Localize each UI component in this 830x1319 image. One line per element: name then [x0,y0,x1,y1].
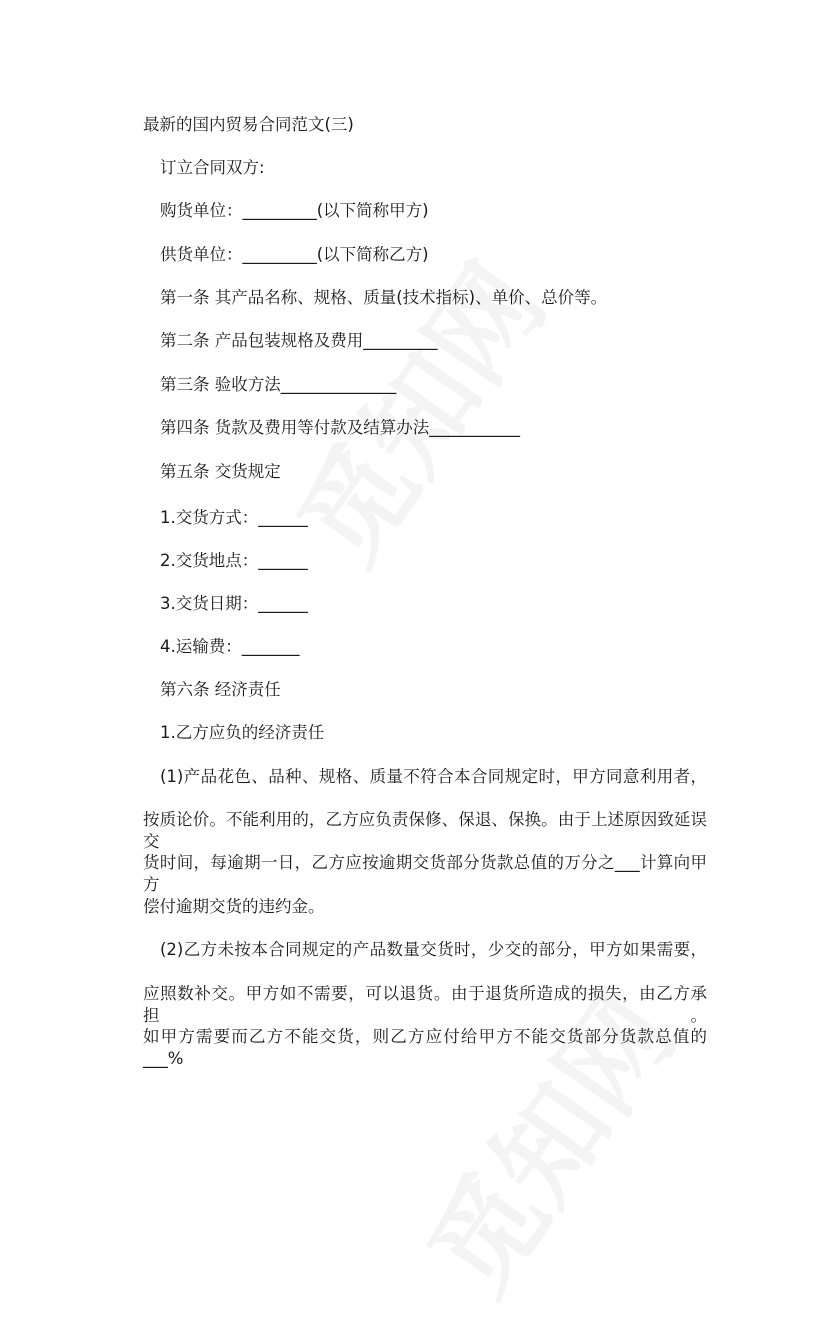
text-line: 购货单位：_________(以下简称甲方) [160,201,429,220]
text-line: 3.交货日期：______ [160,594,308,613]
text-line: 1.乙方应负的经济责任 [160,723,325,742]
text-line: 按质论价。不能利用的，乙方应负责保修、保退、保换。由于上述原因致延误交 [143,810,707,851]
text-line: 第一条 其产品名称、规格、质量(技术指标)、单价、总价等。 [160,288,608,307]
text-line: 2.交货地点：______ [160,551,308,570]
watermark [256,229,575,590]
text-line: 偿付逾期交货的违约金。 [143,897,325,916]
text-line: 第二条 产品包装规格及费用_________ [160,331,438,350]
document-title: 最新的国内贸易合同范文(三) [143,115,354,134]
text-line: 第六条 经济责任 [160,680,281,699]
text-line: (1)产品花色、品种、规格、质量不符合本合同规定时，甲方同意利用者， [160,767,707,786]
text-line: 应照数补交。甲方如不需要，可以退货。由于退货所造成的损失，由乙方承担。 [143,984,707,1025]
text-line: 第三条 验收方法______________ [160,375,397,394]
text-line: 供货单位：_________(以下简称乙方) [160,245,429,264]
text-line: 货时间，每逾期一日，乙方应按逾期交货部分货款总值的万分之___计算向甲方 [143,853,707,894]
text-line: 如甲方需要而乙方不能交货，则乙方应付给甲方不能交货部分货款总值的___% [143,1027,707,1068]
text-line: 第四条 货款及费用等付款及结算办法___________ [160,418,520,437]
text-line: 第五条 交货规定 [160,462,281,481]
text-line: 1.交货方式：______ [160,508,308,527]
text-line: 订立合同双方: [160,158,265,177]
text-line: 4.运输费：_______ [160,637,300,656]
text-line: (2)乙方未按本合同规定的产品数量交货时，少交的部分，甲方如果需要， [160,940,707,959]
